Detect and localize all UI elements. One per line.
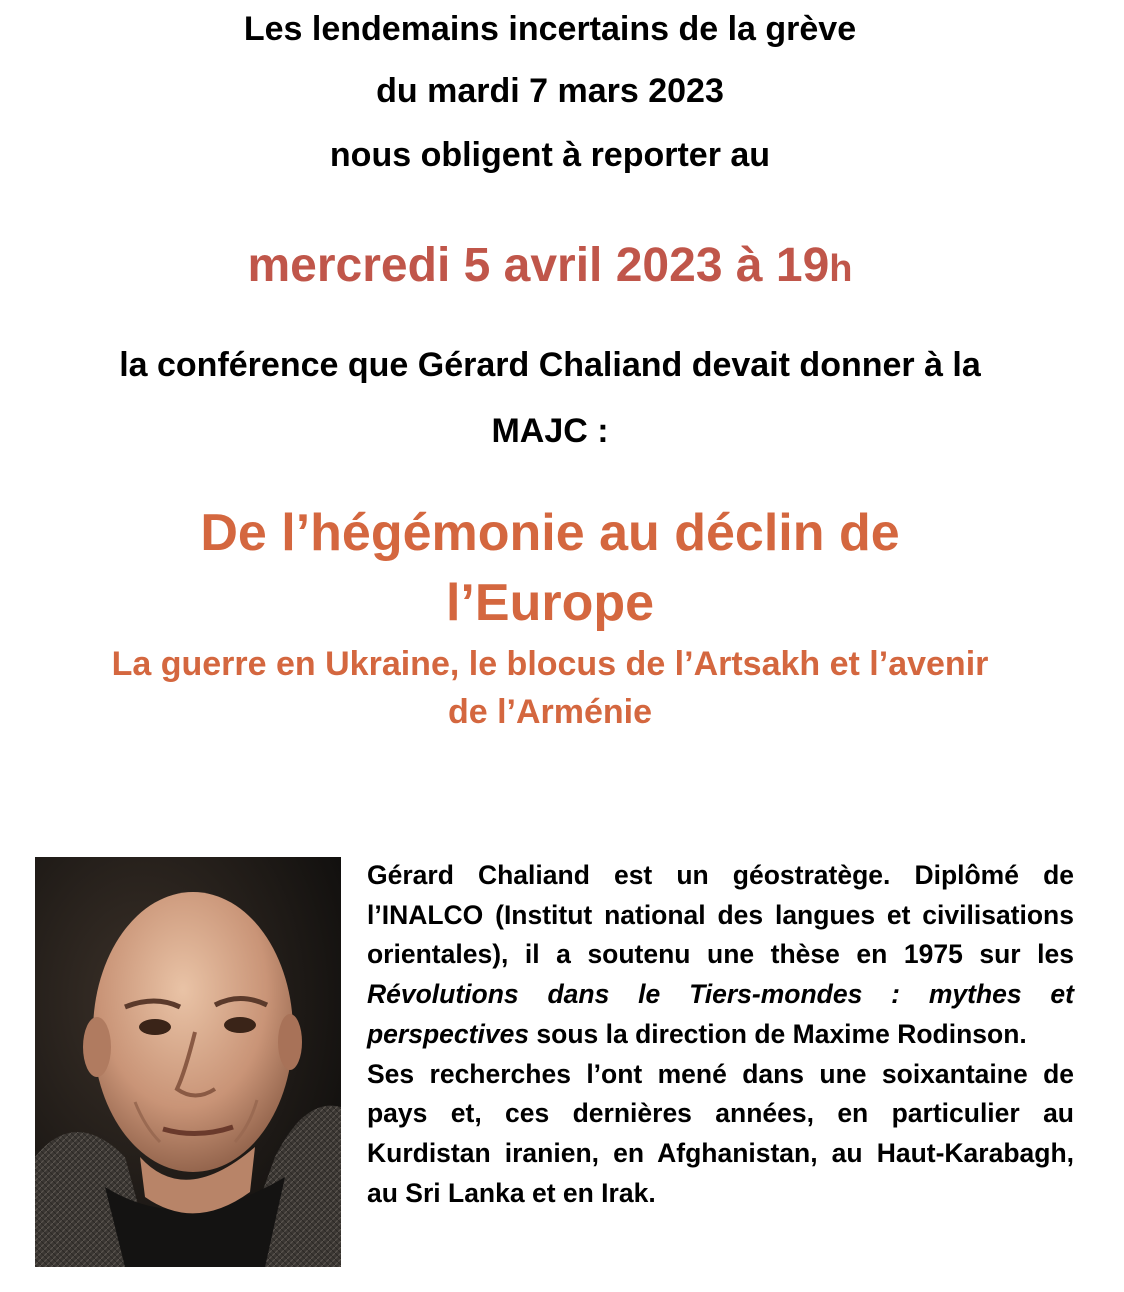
speaker-bio <box>367 856 1074 1213</box>
speaker-photo <box>35 857 341 1267</box>
header-line-1: Les lendemains incertains de la grève <box>243 10 857 48</box>
thesis-title: Révolutions dans le Tiers-mondes : mythes et perspectives <box>367 979 1074 1049</box>
conference-subtitle-line-1: La guerre en Ukraine, le blocus de l’Artsakh et l’avenir <box>111 645 989 683</box>
header-line-2: du mardi 7 mars 2023 <box>376 72 724 110</box>
new-date-main: mercredi 5 avril 2023 à 19 <box>247 239 830 292</box>
bio-paragraph-1 <box>367 856 1074 1055</box>
bio-paragraph-2: Ses recherches l’ont mené dans une soixantaine de pays et, ces dernières années, en particulier au Kurdistan iranien, en Afghanistan, au Haut-Karabagh, au Sri Lanka et en Irak. <box>367 1058 1074 1208</box>
bio-p1-text-end: sous la direction de Maxime Rodinson. <box>529 1018 1027 1049</box>
header-line-3: nous obligent à reporter au <box>329 136 771 174</box>
new-date-hour-suffix: h <box>829 248 853 290</box>
new-date <box>0 238 1100 293</box>
conference-title-line-2: l’Europe <box>445 574 655 632</box>
conference-title-line-1: De l’hégémonie au déclin de <box>200 504 900 562</box>
intro-line-2: MAJC : <box>491 412 609 450</box>
speaker-portrait-illustration <box>35 857 341 1267</box>
conference-subtitle-line-2: de l’Arménie <box>447 693 653 731</box>
bio-p1-text: Gérard Chaliand est un géostratège. Diplômé de l’INALCO (Institut national des langues et civilisations orientales), il a soutenu une thèse en 1975 sur les <box>367 860 1074 970</box>
intro-line-1: la conférence que Gérard Chaliand devait donner à la <box>119 346 981 384</box>
